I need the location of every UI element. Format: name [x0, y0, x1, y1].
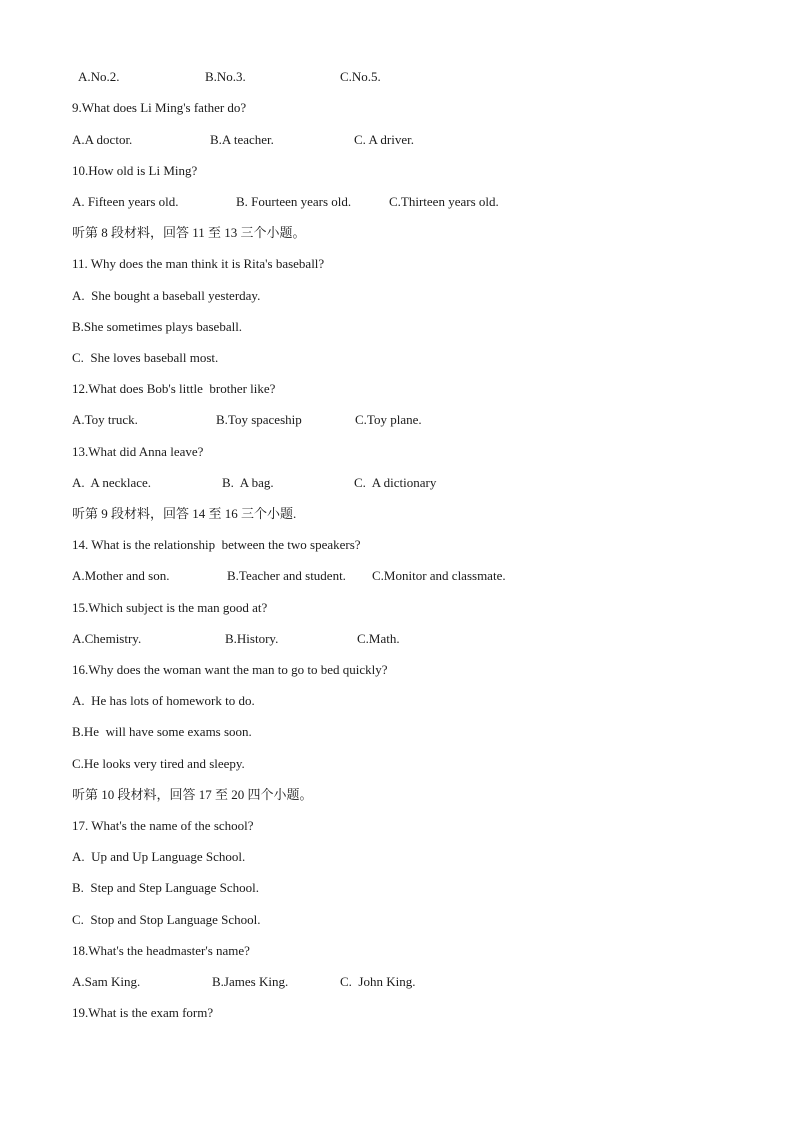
question-16: 16.Why does the woman want the man to go to bed quickly?: [72, 662, 388, 677]
question-18: 18.What's the headmaster's name?: [72, 943, 250, 958]
option-c: C. Stop and Stop Language School.: [72, 912, 261, 927]
option-c: C. John King.: [340, 974, 416, 989]
option-b: B. Step and Step Language School.: [72, 880, 260, 895]
option-b: B.History.: [225, 631, 279, 646]
option-a: A. A necklace.: [72, 475, 152, 490]
option-a: A.Sam King.: [72, 974, 141, 989]
option-b: B.He will have some exams soon.: [72, 724, 252, 739]
option-b: B.A teacher.: [210, 132, 274, 147]
option-a: A. He has lots of homework to do.: [72, 693, 255, 708]
option-a: A.No.2.: [78, 69, 120, 84]
question-10: 10.How old is Li Ming?: [72, 163, 198, 178]
option-b: B.She sometimes plays baseball.: [72, 319, 243, 334]
option-a: A. Up and Up Language School.: [72, 849, 246, 864]
option-b: B.Toy spaceship: [216, 412, 302, 427]
section-instruction-9: 听第 9 段材料，回答 14 至 16 三个小题.: [72, 506, 297, 521]
option-c: C. A driver.: [354, 132, 414, 147]
option-b: B. A bag.: [222, 475, 274, 490]
option-a: A. Fifteen years old.: [72, 194, 179, 209]
option-c: C. She loves baseball most.: [72, 350, 219, 365]
option-a: A.Mother and son.: [72, 568, 170, 583]
option-c: C.Math.: [357, 631, 400, 646]
option-a: A.Toy truck.: [72, 412, 138, 427]
option-b: B.James King.: [212, 974, 289, 989]
option-c: C.Monitor and classmate.: [372, 568, 506, 583]
option-a: A.A doctor.: [72, 132, 133, 147]
option-b: B. Fourteen years old.: [236, 194, 352, 209]
question-11: 11. Why does the man think it is Rita's baseball?: [72, 256, 325, 271]
option-a: A.Chemistry.: [72, 631, 142, 646]
question-15: 15.Which subject is the man good at?: [72, 600, 268, 615]
option-a: A. She bought a baseball yesterday.: [72, 288, 261, 303]
option-c: C. A dictionary: [354, 475, 437, 490]
question-13: 13.What did Anna leave?: [72, 444, 204, 459]
question-12: 12.What does Bob's little brother like?: [72, 381, 276, 396]
question-9: 9.What does Li Ming's father do?: [72, 100, 247, 115]
question-14: 14. What is the relationship between the two speakers?: [72, 537, 361, 552]
section-instruction-10: 听第 10 段材料，回答 17 至 20 四个小题。: [72, 787, 313, 802]
option-b: B.No.3.: [205, 69, 246, 84]
option-b: B.Teacher and student.: [227, 568, 346, 583]
question-19: 19.What is the exam form?: [72, 1005, 214, 1020]
option-c: C.Toy plane.: [355, 412, 422, 427]
section-instruction-8: 听第 8 段材料，回答 11 至 13 三个小题。: [72, 225, 306, 240]
question-17: 17. What's the name of the school?: [72, 818, 254, 833]
option-c: C.No.5.: [340, 69, 381, 84]
options-line: [78, 69, 120, 84]
option-c: C.Thirteen years old.: [389, 194, 499, 209]
option-c: C.He looks very tired and sleepy.: [72, 756, 245, 771]
